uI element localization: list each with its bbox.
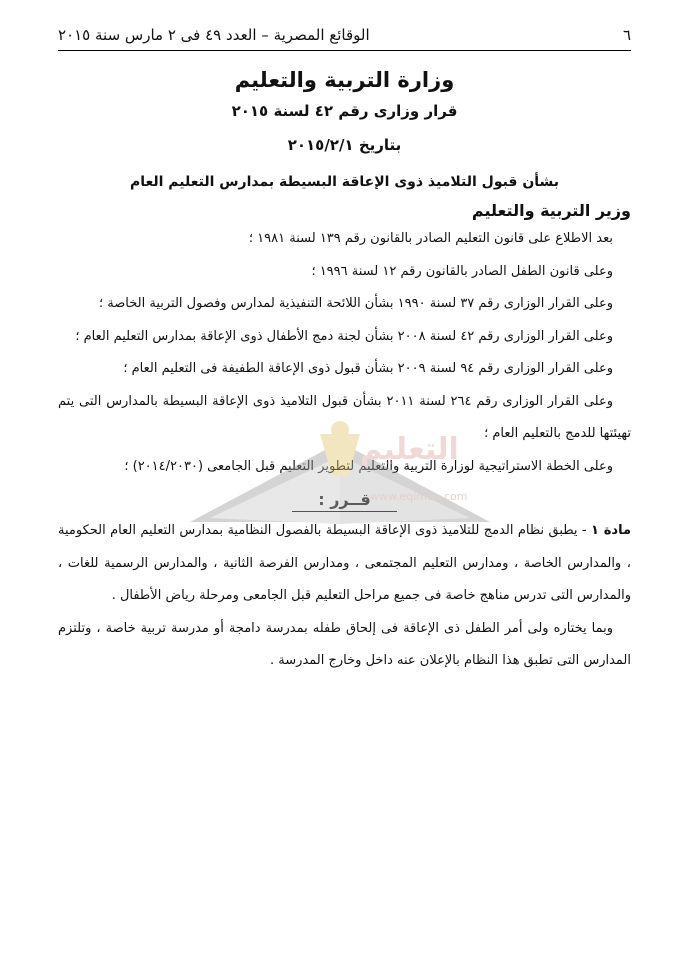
preamble-clause: وعلى القرار الوزارى رقم ٤٢ لسنة ٢٠٠٨ بشأن لجنة دمج الأطفال ذوى الإعاقة بمدارس التعليم العام ؛: [75, 328, 613, 344]
publication-title: الوقائع المصرية – العدد ٤٩ فى ٢ مارس سنة ٢٠١٥: [58, 26, 370, 44]
article-label: مادة ١: [591, 523, 631, 538]
article-text: - يطبق نظام الدمج للتلاميذ ذوى الإعاقة البسيطة بالفصول النظامية بمدارس التعليم العام الحكومية ، والمدارس الخاصة ، ومدارس التعليم المجتمعى ، ومدارس الفرصة الثانية ، والمدارس الرسمية للغات ، والمدارس التى تدرس مناهج خاصة فى جميع مراحل التعليم قبل الجامعى ومرحلة رياض الأطفال .: [58, 523, 631, 603]
decided-heading: [58, 485, 631, 515]
ministry-title: وزارة التربية والتعليم: [234, 68, 455, 92]
preamble-clause: بعد الاطلاع على قانون التعليم الصادر بالقانون رقم ١٣٩ لسنة ١٩٨١ ؛: [248, 231, 613, 246]
article-1-continuation: وبما يختاره ولى أمر الطفل ذى الإعاقة فى إلحاق طفله بمدرسة دامجة أو مدرسة تربية خاصة ، وتلتزم المدارس التى تطبق هذا النظام بالإعلان عنه داخل وخارج المدرسة .: [58, 620, 631, 668]
gazette-page: [58, 22, 631, 942]
preamble-clause: وعلى قانون الطفل الصادر بالقانون رقم ١٢ لسنة ١٩٩٦ ؛: [311, 263, 613, 279]
preamble-clause: وعلى القرار الوزارى رقم ٢٦٤ لسنة ٢٠١١ بشأن قبول التلاميذ ذوى الإعاقة البسيطة بالمدارس التى يتم تهيئتها للدمج بالتعليم العام ؛: [58, 393, 631, 441]
preamble-clause: وعلى الخطة الاستراتيجية لوزارة التربية والتعليم لتطوير التعليم قبل الجامعى (٢٠١٤/٢٠٣٠) ؛: [124, 458, 613, 474]
preamble: [58, 223, 631, 483]
watermark-site: www.eqlmea.com: [370, 490, 468, 503]
decree-number: قرار وزارى رقم ٤٢ لسنة ٢٠١٥: [231, 102, 458, 120]
page-number: ٦: [622, 26, 631, 44]
decree-subject: بشأن قبول التلاميذ ذوى الإعاقة البسيطة بمدارس التعليم العام: [129, 174, 560, 190]
minister-heading: وزير التربية والتعليم: [471, 201, 631, 220]
decree-date: بتاريخ ٢٠١٥/٢/١: [287, 136, 402, 154]
watermark-text: التعليم: [360, 432, 459, 467]
header-rule: [58, 50, 631, 51]
running-head: [58, 22, 631, 48]
preamble-clause: وعلى القرار الوزارى رقم ٩٤ لسنة ٢٠٠٩ بشأن قبول ذوى الإعاقة الطفيفة فى التعليم العام ؛: [123, 361, 613, 376]
decree-header: [58, 65, 631, 193]
article-1: [58, 515, 631, 613]
preamble-clause: وعلى القرار الوزارى رقم ٣٧ لسنة ١٩٩٠ بشأن اللائحة التنفيذية لمدارس وفصول التربية الخاصة ؛: [99, 296, 613, 311]
decided-label: قــرر :: [292, 489, 397, 512]
